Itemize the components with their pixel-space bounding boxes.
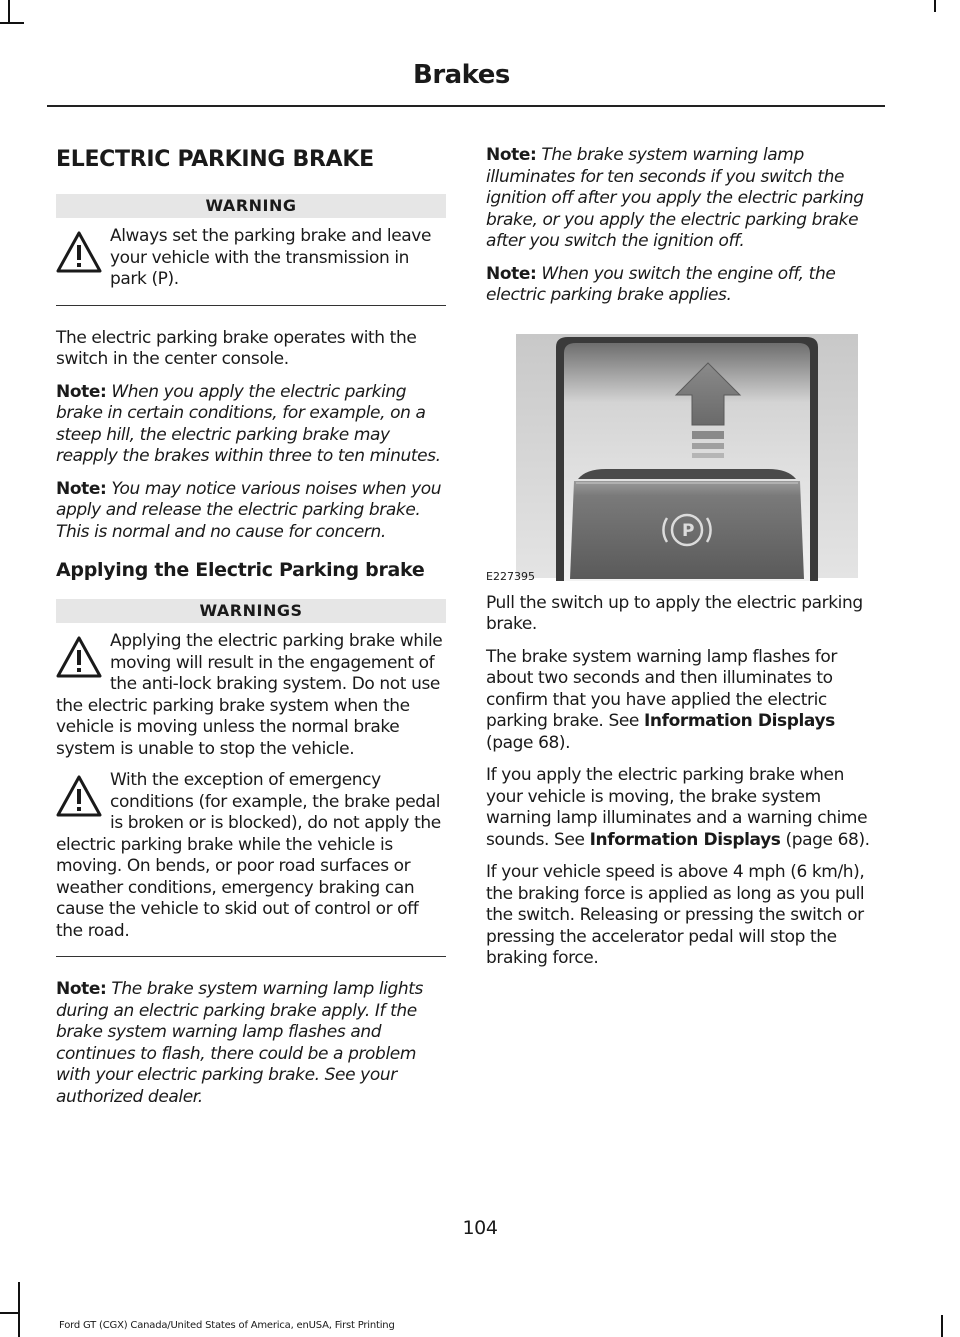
body-paragraph bbox=[486, 647, 880, 755]
crop-mark bbox=[934, 0, 936, 12]
parking-brake-switch-illustration bbox=[486, 329, 860, 581]
body-paragraph bbox=[486, 765, 880, 851]
crop-mark bbox=[18, 1282, 20, 1337]
warning-heading: WARNING bbox=[56, 194, 446, 218]
warning-triangle-icon bbox=[56, 635, 102, 681]
warning-text: Always set the parking brake and leave your vehicle with the transmission in park (P). bbox=[110, 226, 432, 289]
warning-item bbox=[56, 770, 446, 942]
crop-mark bbox=[8, 0, 10, 22]
note-text: The brake system warning lamp illuminates for ten seconds if you switch the ignition off after you apply the electric parking brake, or you apply the electric parking brake after you switch the ignition off. bbox=[486, 145, 864, 251]
note-label: Note: bbox=[486, 145, 537, 165]
warning-rule bbox=[56, 956, 446, 957]
body-paragraph: If your vehicle speed is above 4 mph (6 km/h), the braking force is applied as long as you pull the switch. Releasing or pressing the switch or pressing the accelerator pedal will stop the braking force. bbox=[486, 862, 865, 968]
note-paragraph bbox=[486, 264, 880, 307]
warnings-box bbox=[56, 599, 446, 957]
subsection-title: Applying the Electric Parking brake bbox=[56, 559, 425, 581]
page-reference: (page 68). bbox=[780, 829, 870, 850]
section-title: ELECTRIC PARKING BRAKE bbox=[56, 147, 374, 172]
cross-reference-link[interactable]: Information Displays bbox=[643, 711, 835, 731]
note-text: You may notice various noises when you apply and release the electric parking brake. This is normal and no cause for concern. bbox=[56, 478, 442, 542]
note-paragraph bbox=[486, 145, 880, 253]
svg-text:P: P bbox=[682, 520, 695, 541]
body-text: If you apply the electric parking brake when your vehicle is moving, the brake system warning lamp illuminates and a warning chime sounds. See bbox=[486, 765, 868, 850]
note-label: Note: bbox=[56, 979, 107, 999]
note-label: Note: bbox=[56, 478, 107, 499]
note-label: Note: bbox=[56, 381, 107, 402]
page-reference: (page 68). bbox=[486, 732, 571, 753]
warning-item bbox=[56, 226, 446, 291]
note-text: The brake system warning lamp lights during an electric parking brake apply. If the brake system warning lamp flashes and continues to flash, there could be a problem with your electric parking brake. See your authorized dealer. bbox=[56, 979, 423, 1107]
warning-item bbox=[56, 631, 446, 760]
figure-id: E227395 bbox=[486, 569, 535, 583]
warnings-heading: WARNINGS bbox=[56, 599, 446, 623]
warning-text: With the exception of emergency conditions (for example, the brake pedal is broken or is blocked), do not apply the electric parking brake while the vehicle is moving. On bends, or poor road surfaces or weather conditions, emergency braking can cause the vehicle to skid out of control or off the road. bbox=[56, 770, 441, 941]
note-paragraph bbox=[56, 382, 446, 468]
crop-mark bbox=[941, 1315, 943, 1337]
left-column bbox=[56, 145, 446, 1119]
note-label: Note: bbox=[486, 263, 537, 284]
warning-triangle-icon bbox=[56, 230, 102, 276]
warning-box bbox=[56, 194, 446, 306]
right-column bbox=[486, 145, 880, 981]
footer-text: Ford GT (CGX) Canada/United States of America, enUSA, First Printing bbox=[59, 1320, 395, 1331]
warning-rule bbox=[56, 305, 446, 306]
note-text: When you switch the engine off, the electric parking brake applies. bbox=[486, 263, 836, 305]
warning-text: Applying the electric parking brake while moving will result in the engagement of the anti-lock braking system. Do not use the electric parking brake system when the vehicle is moving unless the normal brake system is unable to stop the vehicle. bbox=[56, 631, 443, 759]
warning-triangle-icon bbox=[56, 774, 102, 820]
page-header-title: Brakes bbox=[413, 60, 510, 90]
intro-paragraph: The electric parking brake operates with the switch in the center console. bbox=[56, 327, 417, 369]
cross-reference-link[interactable]: Information Displays bbox=[589, 829, 781, 850]
note-paragraph bbox=[56, 979, 446, 1108]
body-paragraph: Pull the switch up to apply the electric parking brake. bbox=[486, 592, 863, 634]
header-rule bbox=[47, 105, 885, 107]
crop-mark bbox=[0, 1312, 20, 1314]
note-text: When you apply the electric parking brake in certain conditions, for example, on a steep hill, the electric parking brake may reapply the brakes within three to ten minutes. bbox=[56, 381, 441, 466]
parking-brake-switch-figure bbox=[486, 329, 860, 581]
note-paragraph bbox=[56, 479, 446, 544]
crop-mark bbox=[0, 22, 24, 24]
page-number: 104 bbox=[462, 1217, 498, 1239]
body-text: The brake system warning lamp flashes for about two seconds and then illuminates to confirm that you have applied the electric parking brake. See bbox=[486, 646, 838, 731]
